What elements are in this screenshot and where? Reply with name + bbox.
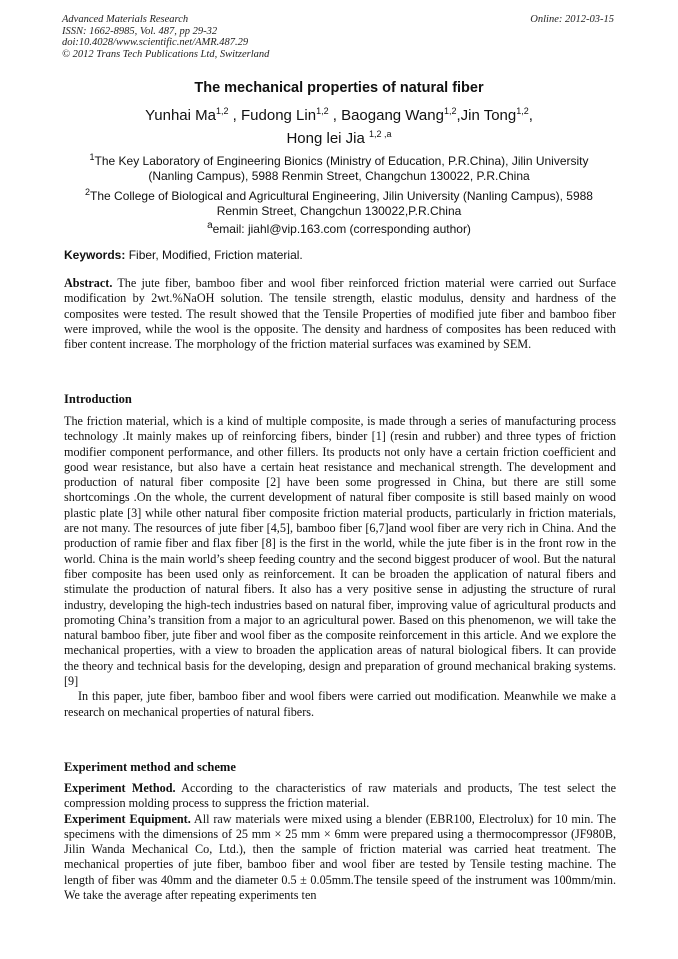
abstract <box>64 276 616 352</box>
affiliation-2 <box>66 185 612 219</box>
author-name: , Fudong Lin <box>228 107 317 124</box>
affiliation-text: The Key Laboratory of Engineering Bionics (Ministry of Education, P.R.China), Jilin University (Nanling Campus), 5988 Renmin Street, Changchun 130022, P.R.China <box>94 154 589 183</box>
author-affil-sup: 1,2 <box>443 106 457 116</box>
affiliation-1 <box>66 150 612 184</box>
author-name: ,Jin Tong <box>456 107 517 124</box>
keywords <box>64 248 616 262</box>
keywords-text: Fiber, Modified, Friction material. <box>125 248 303 262</box>
email-text: email: jiahl@vip.163.com (corresponding author) <box>212 222 471 236</box>
author-affil-sup: 1,2 <box>316 106 329 116</box>
method-text: According to the characteristics of raw materials and products, The test select the compression molding process to suppress the friction material. <box>64 781 616 811</box>
author-affil-sup: 1,2 <box>516 106 529 116</box>
author-name: Hong lei Jia <box>286 130 369 147</box>
experiment-equipment <box>64 812 616 904</box>
doi-line: doi:10.4028/www.scientific.net/AMR.487.29 <box>62 37 249 48</box>
introduction-heading: Introduction <box>64 392 132 406</box>
affiliation-marker: 2 <box>85 187 91 197</box>
author-name: Yunhai Ma <box>145 107 216 124</box>
introduction-body <box>64 414 616 720</box>
keywords-label: Keywords: <box>64 248 126 262</box>
copyright-line: © 2012 Trans Tech Publications Ltd, Switzerland <box>62 48 270 60</box>
email-marker: a <box>207 220 213 231</box>
author-line-2 <box>0 125 678 148</box>
author-affil-sup: 1,2 ,a <box>369 129 392 139</box>
author-list <box>0 102 678 148</box>
experiment-heading: Experiment method and scheme <box>64 760 236 774</box>
paper-title: The mechanical properties of natural fiber <box>194 80 484 96</box>
abstract-text: The jute fiber, bamboo fiber and wool fiber reinforced friction material were carried out Surface modification by 2wt.%NaOH solution. The tensile strength, elastic modulus, density and hardness of the composites were tested. The result showed that the Tensile Properties of modified jute fiber and bamboo fiber were improved, while the wool is the opposite. The density and hardness of composites has been reduced with fiber content increase. The morphology of the friction material surfaces was examined by SEM. <box>64 276 616 352</box>
abstract-label: Abstract. <box>64 276 113 290</box>
issn-line: ISSN: 1662-8985, Vol. 487, pp 29-32 <box>62 25 218 37</box>
author-separator: , <box>528 107 533 124</box>
journal-header <box>62 14 269 60</box>
author-name: , Baogang Wang <box>328 107 444 124</box>
experiment-body <box>64 781 616 903</box>
method-label: Experiment Method. <box>64 781 176 795</box>
corresponding-email <box>0 220 678 236</box>
affiliation-marker: 1 <box>89 152 95 162</box>
intro-paragraph-1: The friction material, which is a kind of multiple composite, is made through a series of manufacturing process technology .It mainly makes up of reinforcing fibers, binder [1] (resin and rubber) and three types of friction modifier component performance, and other fillers. Its products not only have a certain friction coefficient and good wear resistance, but also have a certain heat resistance and mechanical strength. The development and production of natural fiber composite [2] have been some progressed in China, but there are still some shortcomings .On the whole, the current development of natural fiber composite is still based mainly on wood plastic plate [3] while other natural fiber composite friction material products, particularly in friction materials, are not many. The resources of jute fiber [4,5], bamboo fiber [6,7]and wool fiber are very rich in China. And the production of ramie fiber and flax fiber [8] is the first in the world, while the jute fiber is in the front row in the world. China is the main world’s sheep feeding country and the second biggest producer of wool. But the natural fiber composite has been used only as reinforcement. It can be broaden the application of natural fibers and stimulate the production of natural fibers. It also has a very positive sense in adjusting the structure of rural industry, developing the high-tech industries based on natural fiber, improving value of agricultural products and promoting China’s transition from a major to an agricultural power. Based on this phenomenon, we will take the natural bamboo fiber, jute fiber and wool fiber as the composite reinforcement in this article. And we explore the mechanical properties, with a view to broaden the application areas of natural biological fibers. It can provide the theory and technical basis for the developing, design and preparation of ground mechanical braking systems.[9] <box>64 414 616 689</box>
equipment-text: All raw materials were mixed using a blender (EBR100, Electrolux) for 10 min. The specimens with the dimensions of 25 mm × 25 mm × 6mm were prepared using a thermocompressor (JF980B, Jilin Wanda Mechanical Co, Ltd.), then the sample of friction material was carried heat treatment. The mechanical properties of jute fiber, bamboo fiber and wool fiber are tested by Tensile testing machine. The length of fiber was 40mm and the diameter 0.5 ± 0.05mm.The tensile speed of the instrument was 100mm/min. We take the average after repeating experiments ten <box>64 811 616 903</box>
online-date: Online: 2012-03-15 <box>530 14 614 25</box>
equipment-label: Experiment Equipment. <box>64 811 191 826</box>
author-line-1 <box>0 102 678 125</box>
journal-name: Advanced Materials Research <box>62 14 189 25</box>
intro-paragraph-2: In this paper, jute fiber, bamboo fiber and wool fibers were carried out modification. Meanwhile we make a research on mechanical properties of natural fibers. <box>64 689 616 719</box>
affiliation-text: The College of Biological and Agricultural Engineering, Jilin University (Nanling Campus), 5988 Renmin Street, Changchun 130022,P.R.China <box>90 189 593 218</box>
experiment-method <box>64 781 616 812</box>
author-affil-sup: 1,2 <box>215 106 229 116</box>
